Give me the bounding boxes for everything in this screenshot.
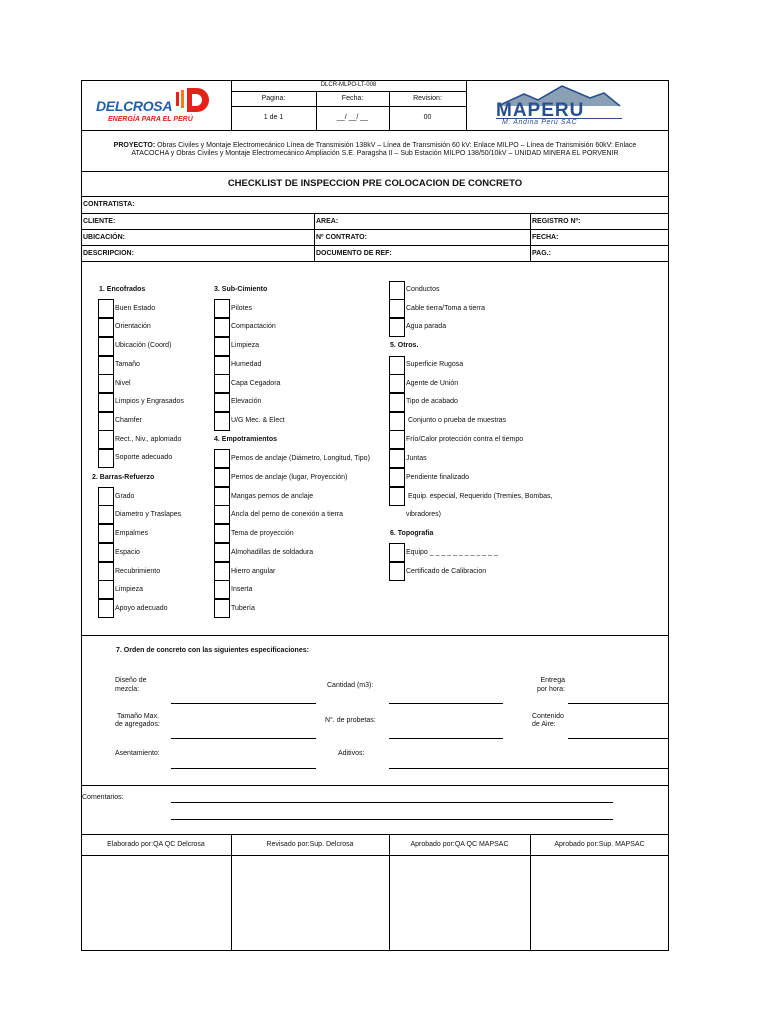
doc-code: DLCR-MLPO-LT-008 [320,82,377,88]
checkbox[interactable] [98,412,114,431]
topografia-title: 6. Topografia [390,530,434,537]
checkbox[interactable] [389,393,405,412]
probetas-field[interactable] [389,738,503,739]
comentarios-line-2[interactable] [171,819,613,820]
checklist-item: Pilotes [231,305,253,312]
checkbox[interactable] [214,543,230,562]
firma-box-3[interactable] [390,856,529,950]
maperu-wordmark: MAPERU [496,100,585,121]
checkbox[interactable] [214,356,230,375]
checkbox[interactable] [214,393,230,412]
checklist-item: Almohadillas de soldadura [231,549,314,556]
checklist-item: Buen Estado [115,305,156,312]
checklist-item: vibradores) [406,511,442,518]
orden-title: 7. Orden de concreto con las siguientes especificaciones: [116,647,309,654]
cantidad-field[interactable] [389,703,503,704]
checkbox[interactable] [214,318,230,337]
checkbox[interactable] [214,468,230,487]
checklist-item: Soporte adecuado [115,454,173,461]
checklist-item: Elevación [231,398,262,405]
tamano-field[interactable] [171,738,316,739]
comentarios-label: Comentarios: [82,794,124,801]
area-label: AREA: [316,218,339,225]
checkbox[interactable] [98,299,114,318]
checkbox[interactable] [98,449,114,468]
checklist-item: Conductos [406,286,440,293]
checkbox[interactable] [214,487,230,506]
checklist-item: Tema de proyección [231,530,294,537]
cliente-label: CLIENTE: [83,218,116,225]
checklist-item: Chamfer [115,417,142,424]
checkbox[interactable] [214,299,230,318]
checkbox[interactable] [98,430,114,449]
checkbox[interactable] [389,356,405,375]
project-text-1: Obras Civiles y Montaje Electromecánico Línea de Transmisión 138kV – Línea de Transmisión 60 kV: Enlace MILPO – Línea de Transmisión 60kV: Enlace [155,142,637,149]
otros-title: 5. Otros. [390,342,419,349]
checkbox[interactable] [389,412,405,431]
checklist-item: Tubería [231,605,255,612]
checklist-item: Agua parada [406,323,447,330]
checklist-item: Mangas pernos de anclaje [231,493,314,500]
project-label: PROYECTO: [113,142,156,149]
checklist-item: Frío/Calor protección contra el tiempo [406,436,524,443]
checkbox[interactable] [98,580,114,599]
revision-label: Revision: [413,95,442,102]
checklist-item: Cable tierra/Toma a tierra [406,305,485,312]
documento-label: DOCUMENTO DE REF: [316,250,392,257]
checkbox[interactable] [214,562,230,581]
firma-box-4[interactable] [531,856,668,950]
checkbox[interactable] [214,505,230,524]
firma-revisado: Revisado por:Sup. Delcrosa [266,841,354,848]
checklist-item: Rect., Niv., aplomado [115,436,182,443]
empotramientos-title: 4. Empotramientos [214,436,278,443]
checklist-item: Equipo _ _ _ _ _ _ _ _ _ _ _ _ [406,549,498,556]
entrega-label-2: por hora: [536,686,565,693]
checkbox[interactable] [214,599,230,618]
maperu-tagline: M. Andina Perú SAC [502,119,578,126]
form-title: CHECKLIST DE INSPECCION PRE COLOCACION DE CONCRETO [227,178,523,189]
encofrados-title: 1. Encofrados [99,286,146,293]
asentamiento-field[interactable] [171,768,316,769]
firma-aprobado-sup: Aprobado por:Sup. MAPSAC [554,841,645,848]
checklist-item: Espacio [115,549,140,556]
descripcion-label: DESCRIPCION: [83,250,134,257]
diseno-field[interactable] [171,703,316,704]
checklist-item: U/G Mec. & Elect [231,417,285,424]
checkbox[interactable] [214,524,230,543]
contenido-label-1: Contenido [532,713,564,720]
checklist-item: Humedad [231,361,262,368]
checklist-item: Capa Cegadora [231,380,281,387]
checkbox[interactable] [98,318,114,337]
entrega-label-1: Entrega [540,677,565,684]
probetas-label: N°. de probetas: [325,717,376,724]
checklist-item: Superficie Rugosa [406,361,464,368]
checkbox[interactable] [214,449,230,468]
checklist-item: Grado [115,493,135,500]
cantidad-label: Cantidad (m3): [327,682,374,689]
firma-box-2[interactable] [232,856,388,950]
checkbox[interactable] [389,562,405,581]
checklist-item: Agente de Unión [406,380,459,387]
firma-aprobado-qa: Aprobado por:QA QC MAPSAC [410,841,509,848]
contratista-label: CONTRATISTA: [83,201,135,208]
checklist-item: Equip. especial, Requerido (Tremies, Bombas, [408,493,553,500]
checkbox[interactable] [98,337,114,356]
delcrosa-tagline: ENERGÍA PARA EL PERÚ [108,116,193,123]
registro-label: REGISTRO Nº: [532,218,581,225]
pagina-value: 1 de 1 [263,114,284,121]
checklist-item: Nivel [115,380,131,387]
aditivos-field[interactable] [389,768,668,769]
delcrosa-wordmark: DELCROSA [96,98,173,114]
checklist-item: Limpieza [115,586,144,593]
diseno-label-2: mezcla: [115,686,140,693]
checklist-item: Ancla del perno de conexión a tierra [231,511,344,518]
tamano-label-2: de agregados: [115,721,160,728]
checkbox[interactable] [389,487,405,506]
contenido-field[interactable] [568,738,668,739]
asentamiento-label: Asentamiento: [115,750,160,757]
checklist-item: Diametro y Traslapes [115,511,182,518]
checkbox[interactable] [98,505,114,524]
checkbox[interactable] [98,356,114,375]
checklist-item: Inserta [231,586,253,593]
barras-title: 2. Barras-Refuerzo [92,474,155,481]
tamano-label-1: Tamaño Max. [117,713,160,720]
checklist-item: Compactación [231,323,276,330]
project-line-2: ATACOCHA y Obras Civiles y Montaje Electromecánico Ampliación S.E. Paragsha II – Sub Estación MILPO 138/50/10kV – UNIDAD MINERA EL PORVENIR [131,150,619,157]
checkbox[interactable] [98,374,114,393]
pag-label: PAG.: [532,250,551,257]
checkbox[interactable] [214,412,230,431]
checklist-item: Limpieza [231,342,260,349]
checklist-item: Hierro angular [231,568,276,575]
checklist-item: Pernos de anclaje (Diámetro, Longitud, Tipo) [231,455,370,462]
checklist-item: Limpios y Engrasados [115,398,184,405]
checklist-item: Pendiente finalizado [406,474,470,481]
fecha-value: __/ __/ __ [336,114,369,121]
checkbox[interactable] [389,281,405,300]
diseno-label-1: Diseño de [115,677,147,684]
fecha-label: Fecha: [341,95,364,102]
contrato-label: Nº CONTRATO: [316,234,367,241]
checklist-item: Conjunto o prueba de muestras [408,417,507,424]
checkbox[interactable] [98,393,114,412]
checkbox[interactable] [98,599,114,618]
checkbox[interactable] [98,487,114,506]
contenido-label-2: de Aire: [532,721,556,728]
checkbox[interactable] [389,299,405,318]
checkbox[interactable] [214,374,230,393]
subcimiento-title: 3. Sub-Cimiento [214,286,268,293]
checklist-item: Tipo de acabado [406,398,458,405]
checkbox[interactable] [214,337,230,356]
checkbox[interactable] [389,449,405,468]
fecha-info-label: FECHA: [532,234,559,241]
checkbox[interactable] [98,562,114,581]
checklist-item: Apoyo adecuado [115,605,168,612]
revision-value: 00 [423,114,432,121]
checkbox[interactable] [389,374,405,393]
checkbox[interactable] [389,543,405,562]
checklist-item: Certificado de Calibracion [406,568,487,575]
firma-box-1[interactable] [82,856,230,950]
checkbox[interactable] [389,468,405,487]
checklist-item: Recubrimiento [115,568,161,575]
checkbox[interactable] [214,580,230,599]
entrega-field[interactable] [568,703,668,704]
comentarios-line-1[interactable] [171,802,613,803]
aditivos-label: Aditivos: [338,750,365,757]
checklist-item: Juntas [406,455,427,462]
checkbox[interactable] [98,524,114,543]
checklist-divider [81,635,669,636]
checklist-item: Pernos de anclaje (lugar, Proyección) [231,474,348,481]
checkbox[interactable] [98,543,114,562]
checklist-item: Tamaño [115,361,140,368]
checkbox[interactable] [389,430,405,449]
ubicacion-label: UBICACIÓN: [83,234,125,241]
pagina-label: Pagina: [261,95,286,102]
orden-divider [81,785,669,786]
checklist-item: Ubicación (Coord) [115,342,172,349]
checklist-item: Empalmes [115,530,149,537]
firma-elaborado: Elaborado por:QA QC Delcrosa [107,841,205,848]
checkbox[interactable] [389,318,405,337]
checklist-item: Orientación [115,323,151,330]
comentarios-divider [81,834,669,835]
